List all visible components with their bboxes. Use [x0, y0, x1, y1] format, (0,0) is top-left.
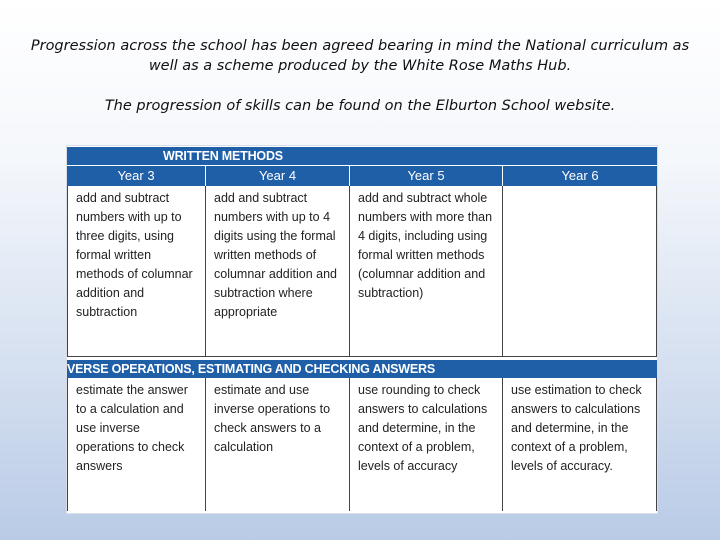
intro-paragraph-2: The progression of skills can be found on the Elburton School website.: [104, 98, 616, 114]
written-year-3-cell: add and subtract numbers with up to three digits, using formal written methods of columnar addition and subtraction: [67, 186, 205, 356]
progression-table: [66, 145, 658, 514]
inverse-year-4-cell: estimate and use inverse operations to check answers to a calculation: [205, 378, 349, 511]
inverse-year-3-cell: estimate the answer to a calculation and use inverse operations to check answers: [67, 378, 205, 511]
written-methods-title: WRITTEN METHODS: [67, 147, 657, 165]
header-year-3: Year 3: [117, 168, 155, 183]
header-year-6: Year 6: [502, 166, 657, 186]
inverse-year-6-cell: use estimation to check answers to calculations and determine, in the context of a problem, levels of accuracy.: [502, 378, 657, 511]
written-methods-row: [67, 186, 657, 357]
inverse-operations-title: VERSE OPERATIONS, ESTIMATING AND CHECKING ANSWERS: [67, 360, 657, 378]
year-header-row: [67, 166, 657, 186]
header-year-5: Year 5: [349, 166, 502, 186]
inverse-operations-row: [67, 378, 657, 511]
header-year-4: Year 4: [205, 166, 349, 186]
written-year-4-cell: add and subtract numbers with up to 4 digits using the formal written methods of columnar addition and subtraction where appropriate: [205, 186, 349, 356]
inverse-year-5-cell: use rounding to check answers to calculations and determine, in the context of a problem, levels of accuracy: [349, 378, 502, 511]
written-year-5-cell: add and subtract whole numbers with more than 4 digits, including using formal written methods (columnar addition and subtraction): [349, 186, 502, 356]
intro-text: [20, 36, 700, 116]
written-year-6-cell: [502, 186, 657, 356]
intro-paragraph-1: Progression across the school has been agreed bearing in mind the National curriculum as well as a scheme produced by the White Rose Maths Hub.: [30, 38, 690, 74]
